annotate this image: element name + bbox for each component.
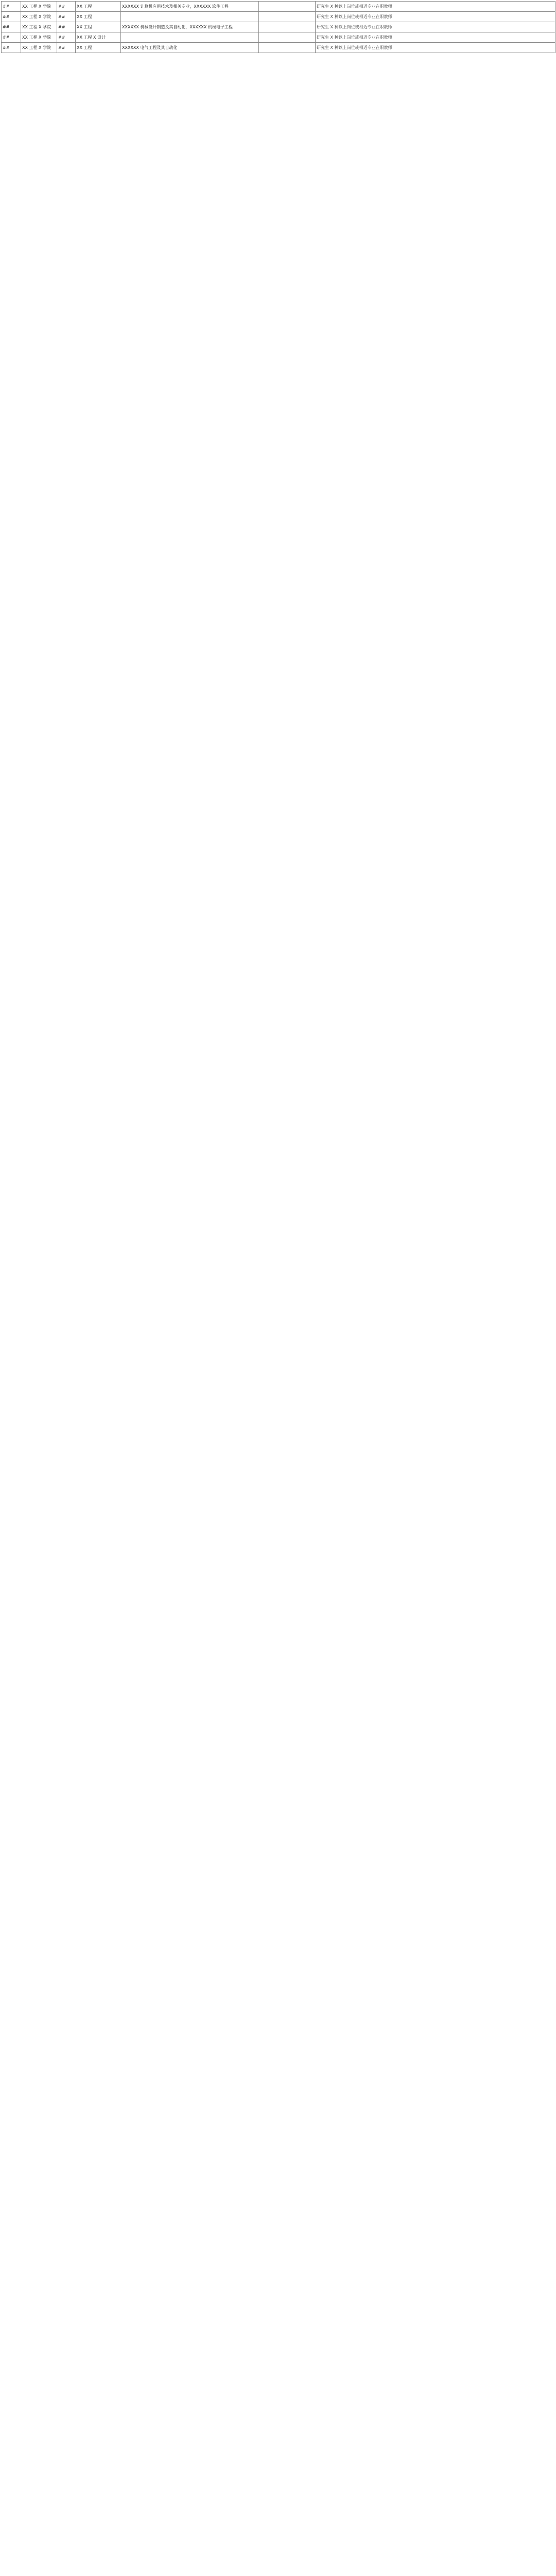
cell-sub-code: ##	[57, 22, 76, 32]
table-row	[2, 12, 555, 22]
cell-college: XX 工程 X 学院	[21, 22, 57, 32]
cell-code: ##	[2, 2, 21, 12]
cell-code: ##	[2, 22, 21, 32]
cell-college: XX 工程 X 学院	[21, 12, 57, 22]
cell-status: 研究生 X 种以上岗位或相近专业在职教师	[316, 2, 555, 12]
cell-sub-code: ##	[57, 43, 76, 53]
cell-major: XX 工程	[76, 12, 121, 22]
cell-status: 研究生 X 种以上岗位或相近专业在职教师	[316, 32, 555, 43]
cell-sub-code: ##	[57, 2, 76, 12]
cell-requirement	[121, 32, 259, 43]
cell-notes	[259, 32, 316, 43]
table-row	[2, 32, 555, 43]
table-body	[2, 2, 555, 53]
cell-requirement: XXXXXX 计算机应用技术及相关专业，XXXXXX 软件工程	[121, 2, 259, 12]
cell-status: 研究生 X 种以上岗位或相近专业在职教师	[316, 22, 555, 32]
cell-college: XX 工程 X 学院	[21, 2, 57, 12]
cell-code: ##	[2, 32, 21, 43]
table-row	[2, 22, 555, 32]
cell-notes	[259, 12, 316, 22]
table-row	[2, 43, 555, 53]
cell-notes	[259, 2, 316, 12]
cell-notes	[259, 22, 316, 32]
cell-requirement	[121, 12, 259, 22]
cell-sub-code: ##	[57, 12, 76, 22]
cell-major: XX 工程 X 设计	[76, 32, 121, 43]
cell-sub-code: ##	[57, 32, 76, 43]
cell-major: XX 工程	[76, 22, 121, 32]
cell-code: ##	[2, 43, 21, 53]
cell-notes	[259, 43, 316, 53]
cell-requirement: XXXXXX 机械设计制造及其自动化，XXXXXX 机械电子工程	[121, 22, 259, 32]
cell-college: XX 工程 X 学院	[21, 32, 57, 43]
data-table	[1, 1, 555, 53]
cell-status: 研究生 X 种以上岗位或相近专业在职教师	[316, 43, 555, 53]
cell-major: XX 工程	[76, 43, 121, 53]
cell-status: 研究生 X 种以上岗位或相近专业在职教师	[316, 12, 555, 22]
cell-major: XX 工程	[76, 2, 121, 12]
table-row	[2, 2, 555, 12]
cell-requirement: XXXXXX 电气工程及其自动化	[121, 43, 259, 53]
cell-college: XX 工程 X 学院	[21, 43, 57, 53]
cell-code: ##	[2, 12, 21, 22]
